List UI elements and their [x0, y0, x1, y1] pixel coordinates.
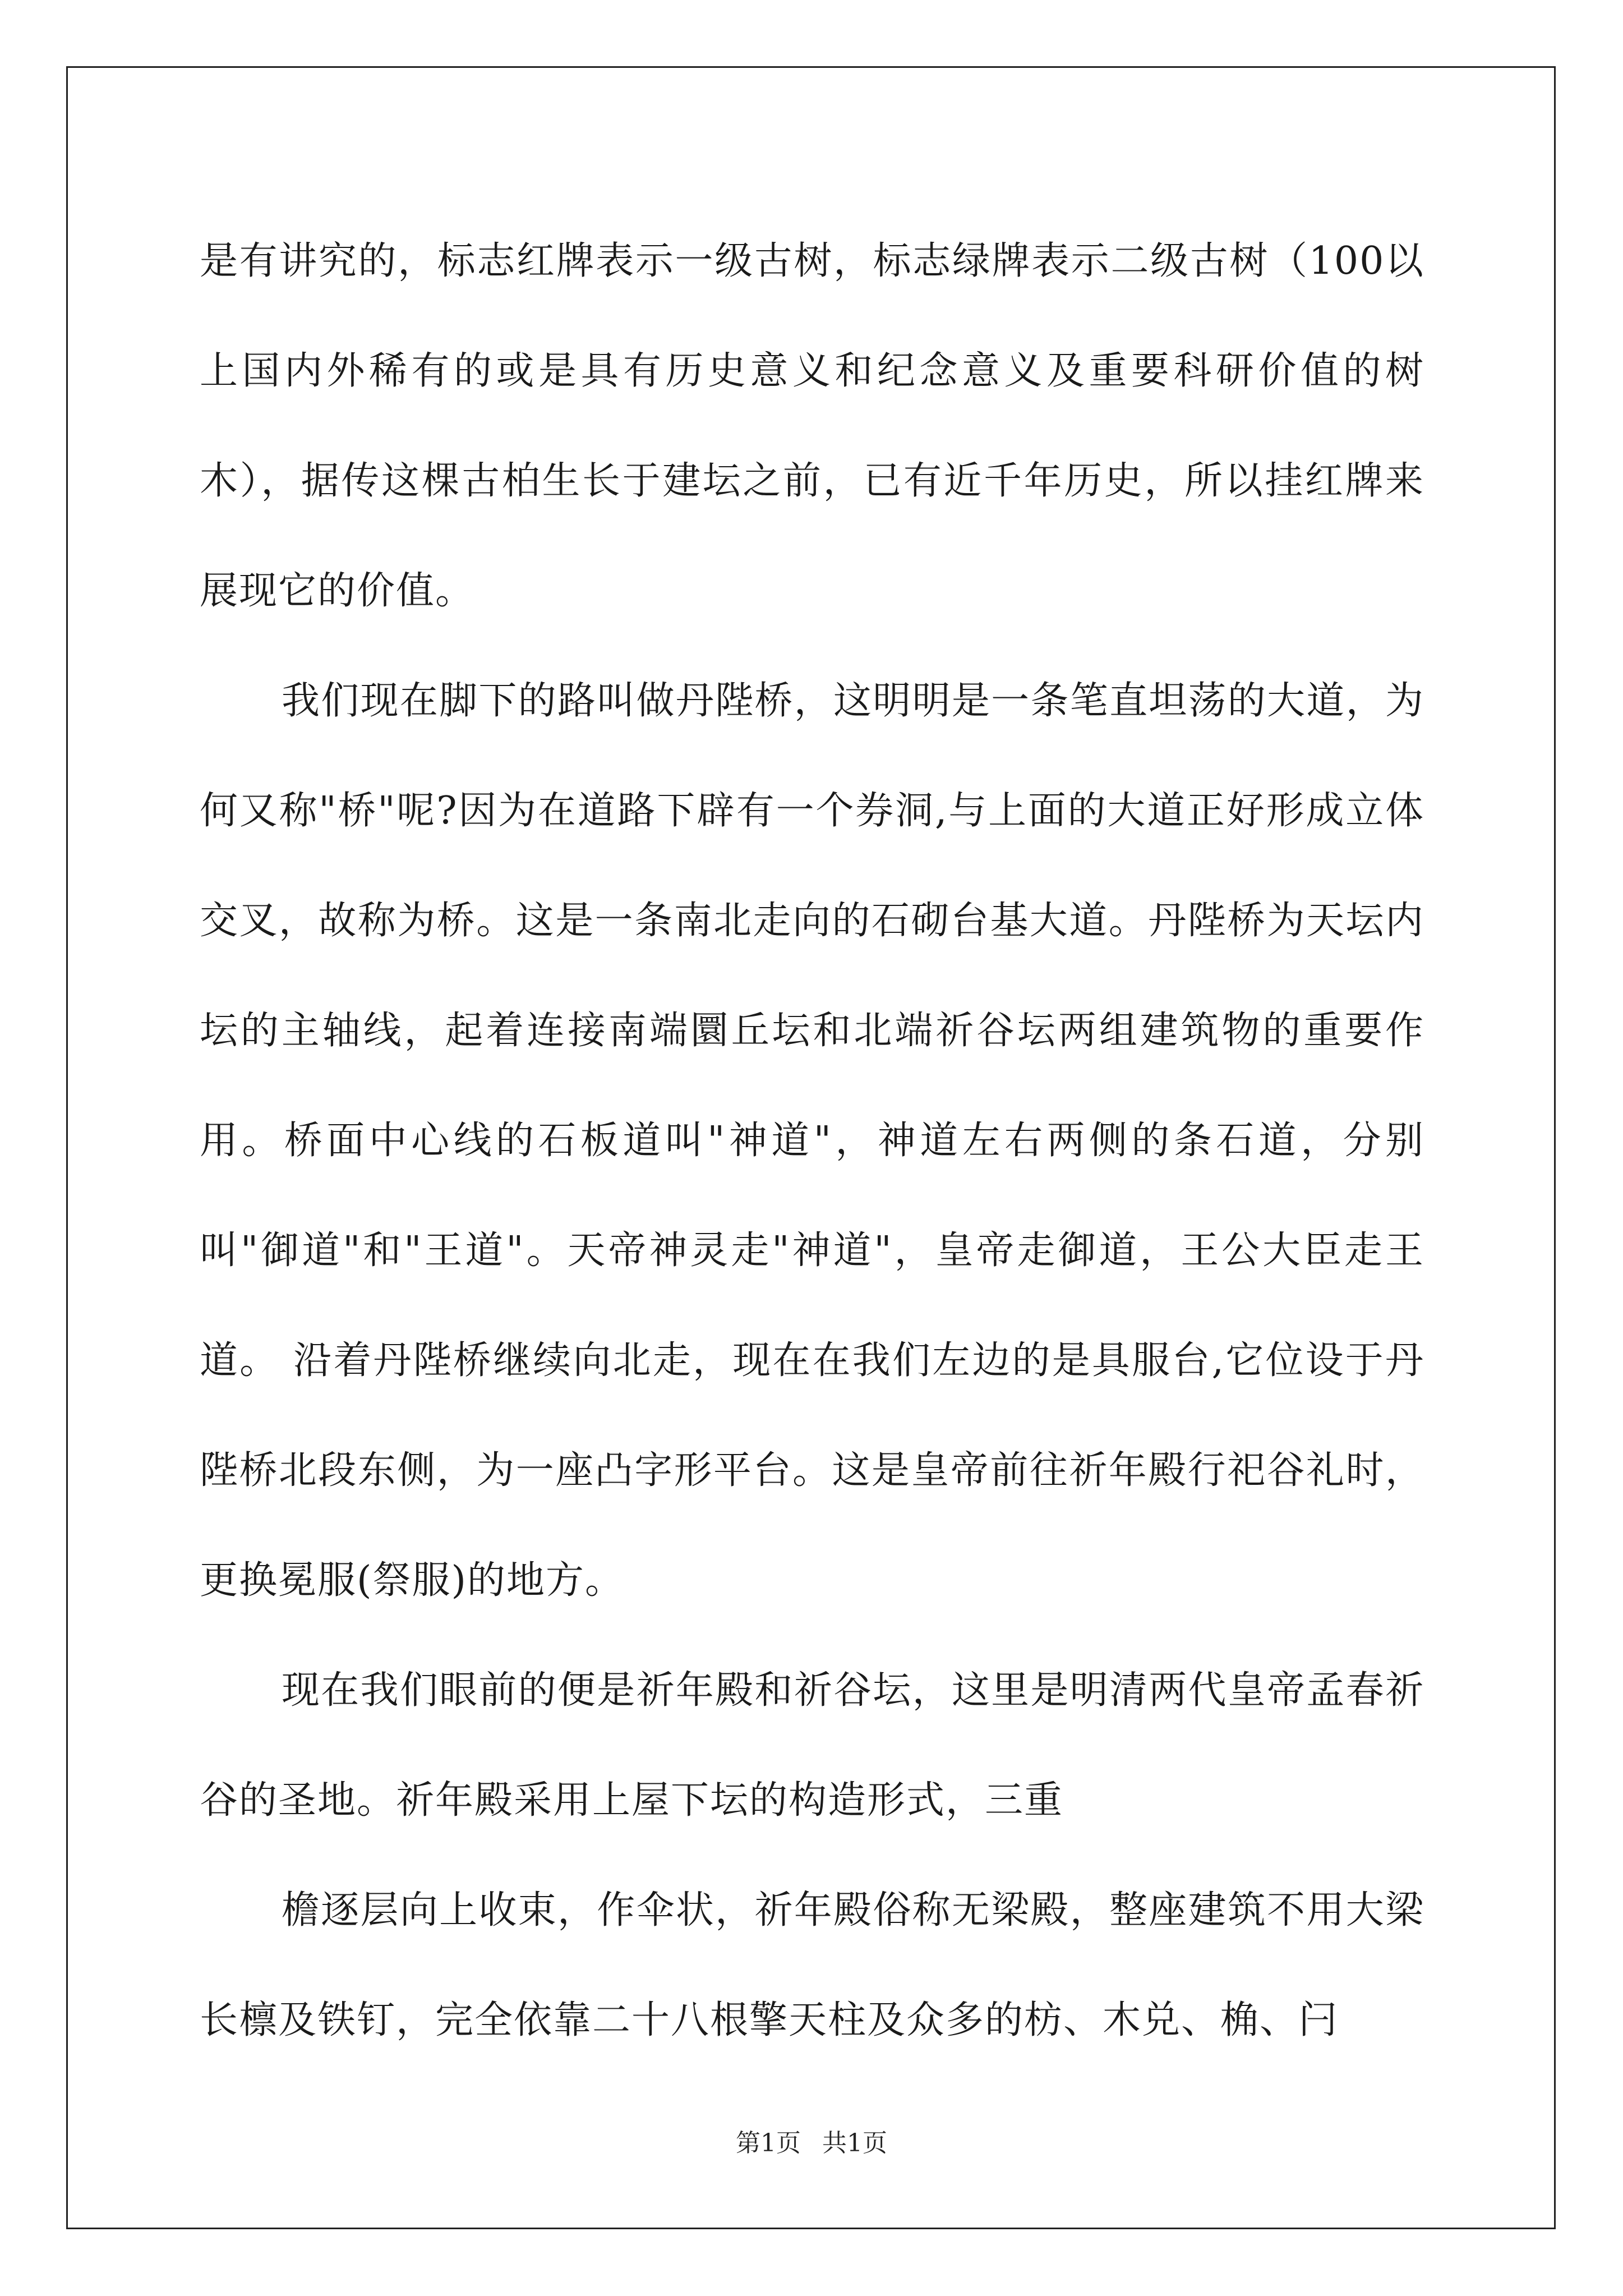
page-number: 第1页	[736, 2129, 801, 2157]
paragraph-1: 是有讲究的，标志红牌表示一级古树，标志绿牌表示二级古树（100以上国内外稀有的或是具有历史意义和纪念意义及重要科研价值的树木），据传这棵古柏生长于建坛之前，已有近千年历史，所以挂红牌来展现它的价值。	[200, 239, 1424, 613]
paragraph-3: 现在我们眼前的便是祈年殿和祈谷坛，这里是明清两代皇帝孟春祈谷的圣地。祈年殿采用上屋下坛的构造形式，三重	[200, 1668, 1424, 1823]
paragraph-4: 檐逐层向上收束，作伞状，祈年殿俗称无梁殿，整座建筑不用大梁长檩及铁钉，完全依靠二十八根擎天柱及众多的枋、木兑、桷、闩	[200, 1888, 1424, 2042]
document-body	[200, 206, 1424, 2076]
page-footer	[0, 2123, 1623, 2159]
paragraph-2: 我们现在脚下的路叫做丹陛桥，这明明是一条笔直坦荡的大道，为何又称"桥"呢?因为在道路下辟有一个券洞,与上面的大道正好形成立体交叉，故称为桥。这是一条南北走向的石砌台基大道。丹陛桥为天坛内坛的主轴线，起着连接南端圜丘坛和北端祈谷坛两组建筑物的重要作用。桥面中心线的石板道叫"神道"，神道左右两侧的条石道，分别叫"御道"和"王道"。天帝神灵走"神道"，皇帝走御道，王公大臣走王道。 沿着丹陛桥继续向北走，现在在我们左边的是具服台,它位设于丹陛桥北段东侧，为一座凸字形平台。这是皇帝前往祈年殿行祀谷礼时，更换冕服(祭服)的地方。	[200, 679, 1424, 1603]
page-total: 共1页	[822, 2129, 887, 2157]
